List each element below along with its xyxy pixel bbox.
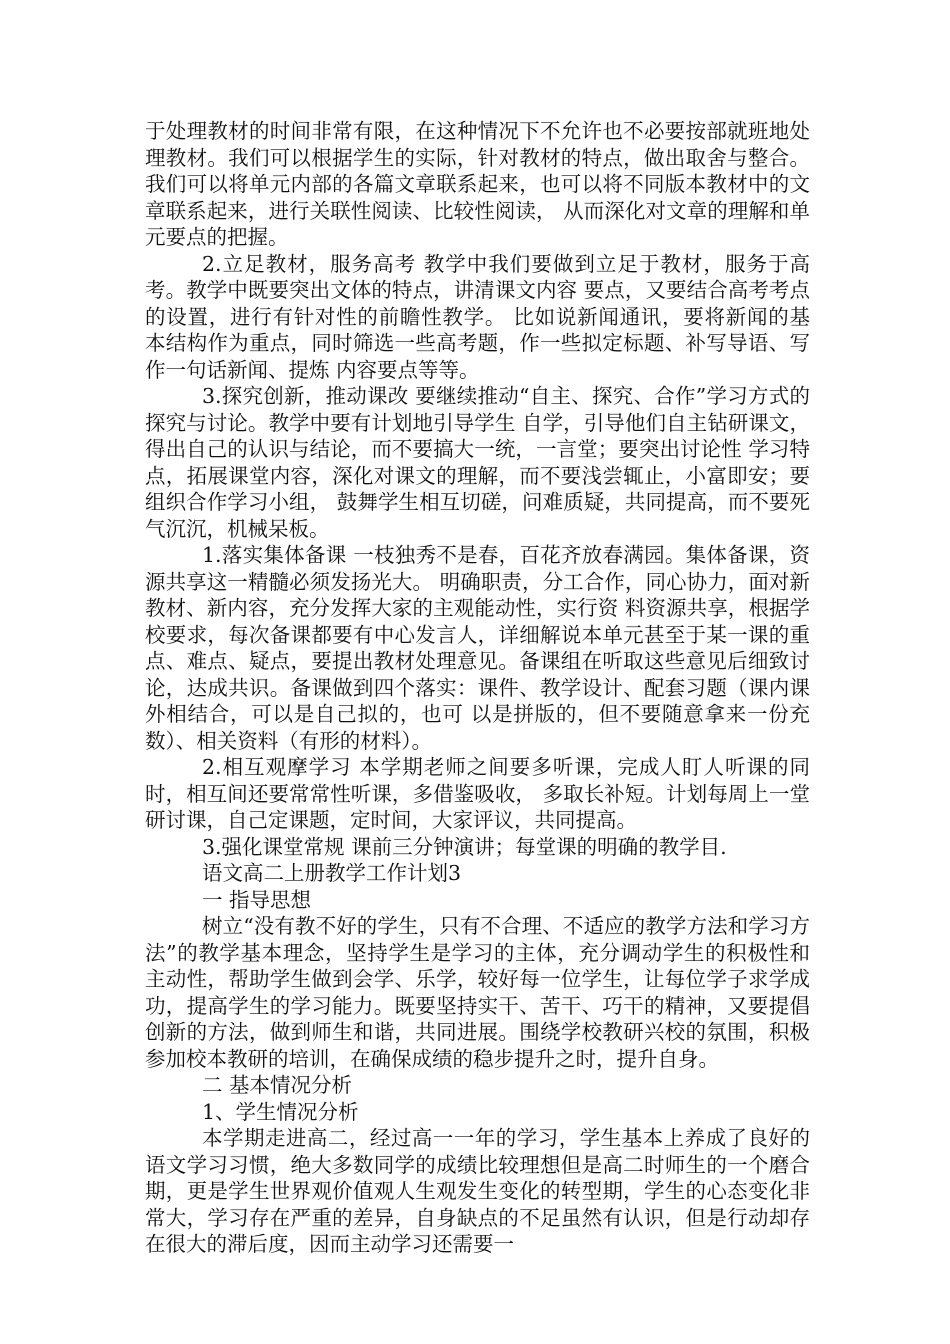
paragraph-collective-lesson-prep: 1.落实集体备课 一枝独秀不是春，百花齐放春满园。集体备课，资源共享这一精髓必须发扬光大。 明确职责，分工合作，同心协力，面对新教材、新内容，充分发挥大家的主观能动性，实行资 料资源共享，根据学校要求，每次备课都要有中心发言人，详细解说本单元甚至于某一课的重点、难点、疑点，要提出教材处理意见。备课组在听取这些意见后细致讨论，达成共识。备课做到四个落实：课件、教学设计、配套习题（课内课外相结合，可以是自己拟的，也可 以是拼版的，但不要随意拿来一份充数）、相关资料（有形的材料）。 [145, 543, 810, 753]
paragraph-inquiry-innovation: 3.探究创新，推动课改 要继续推动“自主、探究、合作”学习方式的探究与讨论。教学中要有计划地引导学生 自学，引导他们自主钻研课文，得出自己的认识与结论，而不要搞大一统，一言堂；要突出讨论性 学习特点，拓展课堂内容，深化对课文的理解，而不要浅尝辄止，小富即安；要组织合作学习小组， 鼓舞学生相互切磋，问难质疑，共同提高，而不要死气沉沉，机械呆板。 [145, 384, 810, 541]
heading-basic-situation: 二 基本情况分析 [202, 1073, 353, 1097]
heading-student-analysis: 1、学生情况分析 [202, 1099, 359, 1124]
document-page [145, 118, 810, 1258]
paragraph-mutual-observation: 2.相互观摩学习 本学期老师之间要多听课，完成人盯人听课的同时，相互间还要常常性听课，多借鉴吸收， 多取长补短。计划每周上一堂研讨课，自己定课题，定时间，大家评议，共同提高。 [145, 755, 810, 832]
heading-guiding-thought: 一 指导思想 [202, 887, 312, 912]
paragraph-classroom-routine: 3.强化课堂常规 课前三分钟演讲；每堂课的明确的教学目. [202, 834, 727, 859]
paragraph-student-analysis: 本学期走进高二，经过高一一年的学习，学生基本上养成了良好的语文学习习惯，绝大多数同学的成绩比较理想但是高二时师生的一个磨合期，更是学生世界观价值观人生观发生变化的转型期，学生的心态变化非常大，学习存在严重的差异，自身缺点的不足虽然有认识，但是行动却存在很大的滞后度，因而主动学习还需要一 [145, 1126, 810, 1256]
paragraph-textbook-gaokao: 2.立足教材，服务高考 教学中我们要做到立足于教材，服务于高考。教学中既要突出文体的特点，讲清课文内容 要点，又要结合高考考点的设置，进行有针对性的前瞻性教学。 比如说新闻通讯，要将新闻的基 本结构作为重点，同时筛选一些高考题，作一些拟定标题、补写导语、写作一句话新闻、提炼 内容要点等等。 [145, 251, 810, 382]
paragraph-guiding-thought: 树立“没有教不好的学生，只有不合理、不适应的教学方法和学习方法”的教学基本理念，坚持学生是学习的主体，充分调动学生的积极性和主动性，帮助学生做到会学、乐学，较好每一位学生，让每位学子求学成功，提高学生的学习能力。既要坚持实干、苦干、巧干的精神，又要提倡创新的方法，做到师生和谐，共同进展。围绕学校教研兴校的氛围，积极参加校本教研的培训，在确保成绩的稳步提升之时，提升自身。 [145, 914, 810, 1071]
section-title-plan-3: 语文高二上册教学工作计划3 [202, 861, 462, 885]
paragraph-intro-textbook-handling: 于处理教材的时间非常有限，在这种情况下不允许也不必要按部就班地处理教材。我们可以根据学生的实际，针对教材的特点，做出取舍与整合。我们可以将单元内部的各篇文章联系起来，也可以将不同版本教材中的文章联系起来，进行关联性阅读、比较性阅读， 从而深化对文章的理解和单元要点的把握。 [145, 119, 810, 249]
